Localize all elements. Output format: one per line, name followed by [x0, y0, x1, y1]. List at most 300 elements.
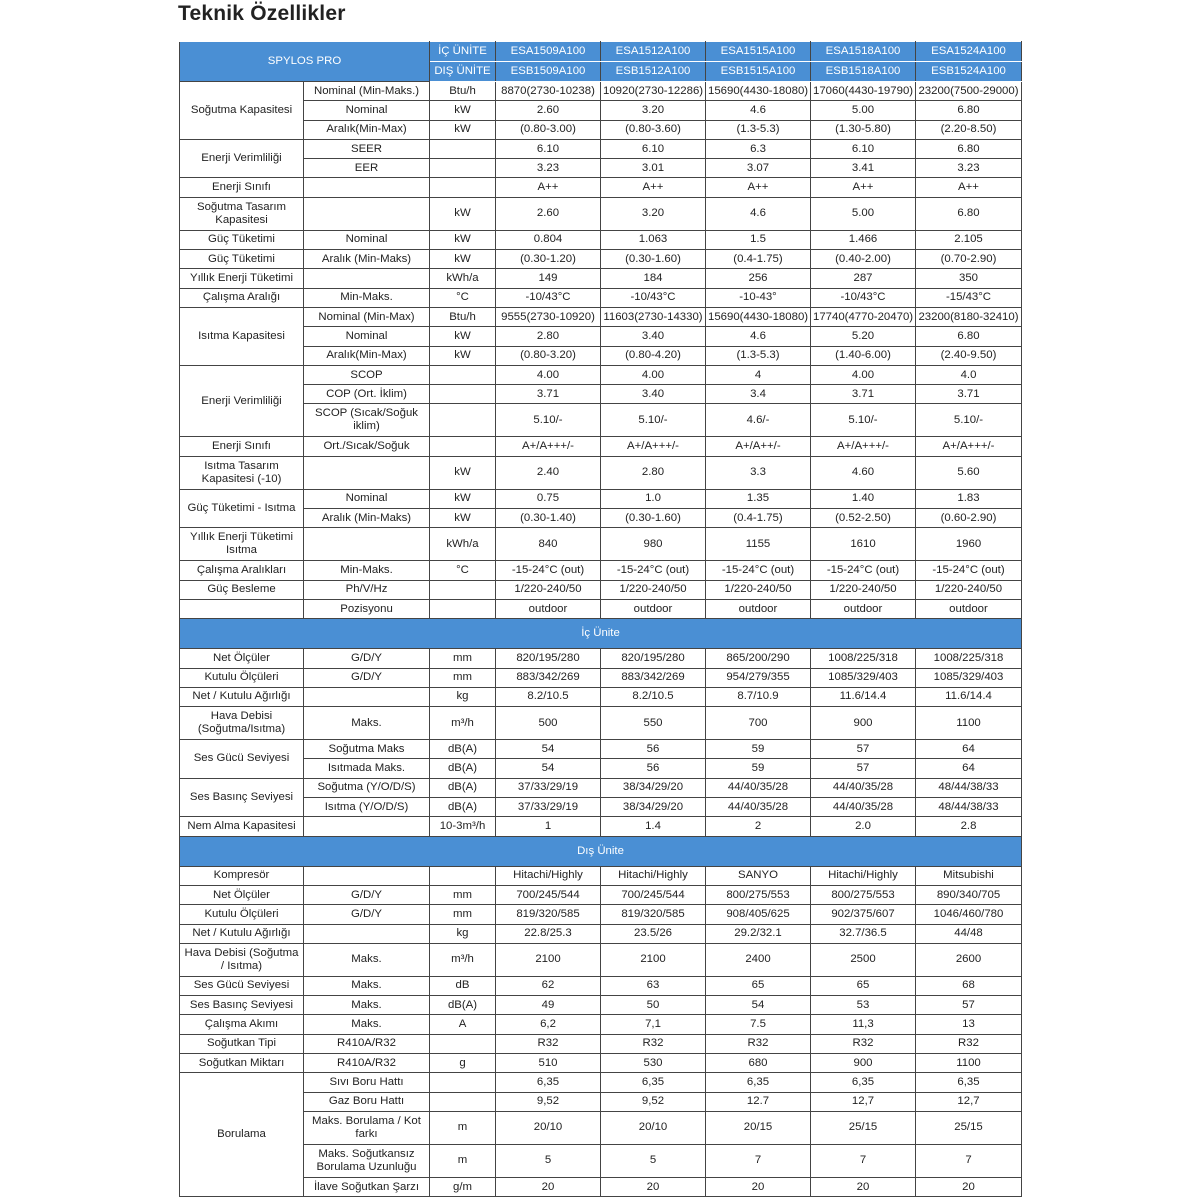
spec-row: [180, 178, 1022, 197]
spec-value: A+/A+++/-: [496, 437, 601, 456]
spec-value: 20: [916, 1177, 1022, 1196]
spec-value: 1008/225/318: [916, 649, 1022, 668]
spec-category: Güç Tüketimi - Isıtma: [180, 489, 304, 528]
spec-value: 5.10/-: [916, 404, 1022, 437]
spec-category: Net Ölçüler: [180, 885, 304, 904]
spec-value: 2100: [496, 943, 601, 976]
spec-value: 5.00: [811, 101, 916, 120]
spec-value: 3.23: [916, 159, 1022, 178]
header-row-indoor: [180, 42, 1022, 62]
spec-row: [180, 269, 1022, 288]
spec-value: 32.7/36.5: [811, 924, 916, 943]
spec-value: 954/279/355: [706, 668, 811, 687]
spec-row: [180, 101, 1022, 120]
spec-value: A++: [496, 178, 601, 197]
spec-value: 6.3: [706, 139, 811, 158]
spec-value: 149: [496, 269, 601, 288]
spec-subcategory: Aralık (Min-Maks): [304, 250, 430, 269]
spec-category: Nem Alma Kapasitesi: [180, 817, 304, 836]
spec-row: [180, 649, 1022, 668]
spec-unit: Btu/h: [430, 307, 496, 326]
spec-category: Enerji Sınıfı: [180, 178, 304, 197]
spec-value: A++: [601, 178, 706, 197]
spec-value: 59: [706, 759, 811, 778]
spec-value: outdoor: [601, 599, 706, 618]
spec-value: 20/10: [601, 1111, 706, 1144]
spec-value: 25/15: [916, 1111, 1022, 1144]
spec-unit: mm: [430, 885, 496, 904]
spec-value: 44/40/35/28: [811, 798, 916, 817]
spec-subcategory: Nominal: [304, 489, 430, 508]
spec-unit: 10-3m³/h: [430, 817, 496, 836]
spec-subcategory: G/D/Y: [304, 885, 430, 904]
spec-value: 62: [496, 976, 601, 995]
spec-value: 5: [601, 1144, 706, 1177]
spec-value: 2.80: [496, 327, 601, 346]
spec-value: 883/342/269: [601, 668, 706, 687]
spec-value: -15-24°C (out): [496, 561, 601, 580]
spec-value: 5.10/-: [811, 404, 916, 437]
spec-value: R32: [811, 1034, 916, 1053]
spec-unit: kWh/a: [430, 528, 496, 561]
spec-row: [180, 288, 1022, 307]
spec-value: 64: [916, 740, 1022, 759]
section-header-row: [180, 619, 1022, 649]
spec-value: 7: [916, 1144, 1022, 1177]
spec-value: 819/320/585: [601, 905, 706, 924]
spec-unit: kW: [430, 346, 496, 365]
spec-value: 15690(4430-18080): [706, 307, 811, 326]
spec-value: 900: [811, 707, 916, 740]
spec-row: [180, 599, 1022, 618]
spec-value: 510: [496, 1053, 601, 1072]
spec-subcategory: COP (Ort. İklim): [304, 385, 430, 404]
spec-category: Enerji Verimliliği: [180, 365, 304, 437]
spec-unit: m: [430, 1144, 496, 1177]
spec-value: 6,35: [916, 1073, 1022, 1092]
spec-row: [180, 740, 1022, 759]
spec-value: 44/40/35/28: [811, 778, 916, 797]
spec-value: 20: [706, 1177, 811, 1196]
spec-value: (0.52-2.50): [811, 509, 916, 528]
spec-value: outdoor: [706, 599, 811, 618]
spec-unit: m³/h: [430, 943, 496, 976]
spec-subcategory: Aralık(Min-Max): [304, 120, 430, 139]
spec-value: A+/A++/-: [706, 437, 811, 456]
spec-unit: dB: [430, 976, 496, 995]
spec-category: Yıllık Enerji Tüketimi: [180, 269, 304, 288]
spec-value: 8.2/10.5: [496, 687, 601, 706]
spec-value: 820/195/280: [496, 649, 601, 668]
spec-value: 44/40/35/28: [706, 798, 811, 817]
spec-category: Soğutma Tasarım Kapasitesi: [180, 197, 304, 230]
spec-unit: dB(A): [430, 798, 496, 817]
spec-subcategory: G/D/Y: [304, 905, 430, 924]
spec-value: 56: [601, 759, 706, 778]
spec-value: (0.80-3.00): [496, 120, 601, 139]
spec-value: 1/220-240/50: [601, 580, 706, 599]
spec-value: 5.60: [916, 456, 1022, 489]
spec-value: 20: [601, 1177, 706, 1196]
spec-value: 1/220-240/50: [916, 580, 1022, 599]
spec-value: R32: [601, 1034, 706, 1053]
spec-value: 6.80: [916, 197, 1022, 230]
spec-category: Enerji Verimliliği: [180, 139, 304, 178]
spec-value: 2.8: [916, 817, 1022, 836]
spec-value: 4.00: [601, 365, 706, 384]
spec-value: SANYO: [706, 866, 811, 885]
spec-subcategory: [304, 817, 430, 836]
spec-value: 9,52: [496, 1092, 601, 1111]
spec-value: 9,52: [601, 1092, 706, 1111]
spec-subcategory: Maks.: [304, 1015, 430, 1034]
spec-value: (0.30-1.60): [601, 250, 706, 269]
spec-subcategory: Pozisyonu: [304, 599, 430, 618]
spec-row: [180, 976, 1022, 995]
spec-row: [180, 1177, 1022, 1196]
spec-category: Soğutkan Tipi: [180, 1034, 304, 1053]
spec-value: 908/405/625: [706, 905, 811, 924]
spec-unit: [430, 159, 496, 178]
spec-value: 865/200/290: [706, 649, 811, 668]
spec-value: 1008/225/318: [811, 649, 916, 668]
spec-value: outdoor: [496, 599, 601, 618]
spec-value: R32: [496, 1034, 601, 1053]
spec-row: [180, 885, 1022, 904]
spec-value: 2500: [811, 943, 916, 976]
spec-value: 1/220-240/50: [811, 580, 916, 599]
spec-value: 20/15: [706, 1111, 811, 1144]
spec-value: 54: [496, 740, 601, 759]
spec-unit: kg: [430, 687, 496, 706]
spec-unit: [430, 437, 496, 456]
spec-value: 49: [496, 996, 601, 1015]
spec-row: [180, 561, 1022, 580]
spec-row: [180, 437, 1022, 456]
spec-subcategory: Maks.: [304, 943, 430, 976]
spec-subcategory: [304, 866, 430, 885]
spec-subcategory: Nominal: [304, 230, 430, 249]
spec-subcategory: Nominal (Min-Maks.): [304, 82, 430, 101]
spec-value: 8.2/10.5: [601, 687, 706, 706]
spec-value: 6.80: [916, 327, 1022, 346]
spec-subcategory: [304, 924, 430, 943]
spec-value: 5.20: [811, 327, 916, 346]
spec-row: [180, 798, 1022, 817]
spec-value: R32: [916, 1034, 1022, 1053]
spec-unit: [430, 178, 496, 197]
spec-category: Net / Kutulu Ağırlığı: [180, 687, 304, 706]
spec-value: 6.10: [811, 139, 916, 158]
spec-value: (1.3-5.3): [706, 346, 811, 365]
spec-value: 9555(2730-10920): [496, 307, 601, 326]
spec-value: 2: [706, 817, 811, 836]
spec-value: 5.00: [811, 197, 916, 230]
spec-value: 1.35: [706, 489, 811, 508]
spec-row: [180, 1111, 1022, 1144]
spec-row: [180, 1015, 1022, 1034]
spec-row: [180, 489, 1022, 508]
outdoor-model-2: ESB1512A100: [601, 62, 706, 82]
spec-unit: dB(A): [430, 740, 496, 759]
spec-value: -15-24°C (out): [811, 561, 916, 580]
spec-value: 1085/329/403: [916, 668, 1022, 687]
spec-subcategory: SCOP: [304, 365, 430, 384]
spec-subcategory: Min-Maks.: [304, 288, 430, 307]
spec-value: 6.10: [496, 139, 601, 158]
spec-value: 800/275/553: [811, 885, 916, 904]
spec-subcategory: Gaz Boru Hattı: [304, 1092, 430, 1111]
spec-category: Hava Debisi (Soğutma / Isıtma): [180, 943, 304, 976]
spec-unit: g: [430, 1053, 496, 1072]
spec-value: 0.804: [496, 230, 601, 249]
spec-category: Çalışma Aralıkları: [180, 561, 304, 580]
spec-value: 20: [811, 1177, 916, 1196]
spec-category: Net / Kutulu Ağırlığı: [180, 924, 304, 943]
spec-unit: [430, 580, 496, 599]
spec-row: [180, 924, 1022, 943]
spec-category: Kutulu Ölçüleri: [180, 905, 304, 924]
spec-value: 48/44/38/33: [916, 798, 1022, 817]
spec-unit: dB(A): [430, 759, 496, 778]
spec-value: 287: [811, 269, 916, 288]
spec-value: 1.063: [601, 230, 706, 249]
spec-value: 44/40/35/28: [706, 778, 811, 797]
spec-subcategory: Maks.: [304, 976, 430, 995]
spec-value: 11.6/14.4: [916, 687, 1022, 706]
spec-unit: g/m: [430, 1177, 496, 1196]
spec-unit: kW: [430, 230, 496, 249]
spec-value: 184: [601, 269, 706, 288]
spec-unit: m³/h: [430, 707, 496, 740]
spec-value: 1085/329/403: [811, 668, 916, 687]
spec-value: 4: [706, 365, 811, 384]
spec-category: Çalışma Akımı: [180, 1015, 304, 1034]
indoor-model-1: ESA1509A100: [496, 42, 601, 62]
spec-value: 54: [496, 759, 601, 778]
spec-value: 902/375/607: [811, 905, 916, 924]
spec-value: 3.01: [601, 159, 706, 178]
spec-row: [180, 120, 1022, 139]
spec-subcategory: Min-Maks.: [304, 561, 430, 580]
spec-unit: [430, 599, 496, 618]
spec-subcategory: Aralık (Min-Maks): [304, 509, 430, 528]
spec-value: 57: [811, 759, 916, 778]
spec-row: [180, 385, 1022, 404]
spec-subcategory: Maks. Borulama / Kot farkı: [304, 1111, 430, 1144]
spec-row: [180, 668, 1022, 687]
section-title: İç Ünite: [180, 619, 1022, 649]
spec-subcategory: [304, 456, 430, 489]
spec-category: Yıllık Enerji Tüketimi Isıtma: [180, 528, 304, 561]
spec-value: A+/A+++/-: [811, 437, 916, 456]
spec-value: 256: [706, 269, 811, 288]
spec-value: 819/320/585: [496, 905, 601, 924]
spec-category: Ses Basınç Seviyesi: [180, 996, 304, 1015]
spec-row: [180, 307, 1022, 326]
spec-category: Isıtma Kapasitesi: [180, 307, 304, 365]
spec-value: 7.5: [706, 1015, 811, 1034]
spec-value: 11.6/14.4: [811, 687, 916, 706]
spec-value: 1.466: [811, 230, 916, 249]
spec-value: (0.30-1.40): [496, 509, 601, 528]
spec-unit: [430, 404, 496, 437]
spec-value: 3.71: [916, 385, 1022, 404]
outdoor-model-3: ESB1515A100: [706, 62, 811, 82]
spec-value: 6.80: [916, 139, 1022, 158]
spec-subcategory: R410A/R32: [304, 1034, 430, 1053]
spec-row: [180, 139, 1022, 158]
spec-value: (0.80-3.20): [496, 346, 601, 365]
spec-row: [180, 1073, 1022, 1092]
spec-subcategory: [304, 528, 430, 561]
spec-value: 65: [811, 976, 916, 995]
spec-value: 22.8/25.3: [496, 924, 601, 943]
outdoor-unit-label: DIŞ ÜNİTE: [430, 62, 496, 82]
spec-value: 1.40: [811, 489, 916, 508]
spec-value: 3.41: [811, 159, 916, 178]
spec-value: 0.75: [496, 489, 601, 508]
spec-value: (0.30-1.20): [496, 250, 601, 269]
spec-value: 65: [706, 976, 811, 995]
spec-value: 53: [811, 996, 916, 1015]
spec-value: 1.83: [916, 489, 1022, 508]
spec-value: A+/A+++/-: [601, 437, 706, 456]
spec-unit: °C: [430, 288, 496, 307]
spec-category: Soğutkan Miktarı: [180, 1053, 304, 1072]
spec-value: 890/340/705: [916, 885, 1022, 904]
spec-subcategory: G/D/Y: [304, 649, 430, 668]
spec-value: 500: [496, 707, 601, 740]
spec-row: [180, 456, 1022, 489]
spec-value: -15/43°C: [916, 288, 1022, 307]
spec-category: Isıtma Tasarım Kapasitesi (-10): [180, 456, 304, 489]
spec-subcategory: [304, 269, 430, 288]
spec-value: 1: [496, 817, 601, 836]
spec-value: 2.60: [496, 197, 601, 230]
indoor-unit-label: İÇ ÜNİTE: [430, 42, 496, 62]
indoor-model-4: ESA1518A100: [811, 42, 916, 62]
spec-category: Ses Gücü Seviyesi: [180, 740, 304, 779]
spec-value: 3.23: [496, 159, 601, 178]
spec-value: 37/33/29/19: [496, 778, 601, 797]
spec-subcategory: Ort./Sıcak/Soğuk: [304, 437, 430, 456]
spec-value: 700/245/544: [496, 885, 601, 904]
outdoor-model-4: ESB1518A100: [811, 62, 916, 82]
spec-subcategory: Nominal: [304, 327, 430, 346]
spec-value: 12,7: [916, 1092, 1022, 1111]
spec-unit: dB(A): [430, 996, 496, 1015]
spec-row: [180, 327, 1022, 346]
spec-value: 68: [916, 976, 1022, 995]
spec-value: (0.60-2.90): [916, 509, 1022, 528]
spec-row: [180, 759, 1022, 778]
spec-value: 23.5/26: [601, 924, 706, 943]
spec-value: (0.80-4.20): [601, 346, 706, 365]
spec-row: [180, 346, 1022, 365]
spec-value: 3.71: [811, 385, 916, 404]
spec-value: (2.40-9.50): [916, 346, 1022, 365]
spec-row: [180, 509, 1022, 528]
spec-value: (2.20-8.50): [916, 120, 1022, 139]
spec-subcategory: Maks.: [304, 707, 430, 740]
spec-row: [180, 996, 1022, 1015]
spec-value: 4.6: [706, 101, 811, 120]
spec-row: [180, 866, 1022, 885]
spec-value: 20/10: [496, 1111, 601, 1144]
spec-unit: [430, 365, 496, 384]
spec-subcategory: SCOP (Sıcak/Soğuk iklim): [304, 404, 430, 437]
spec-row: [180, 707, 1022, 740]
spec-unit: mm: [430, 649, 496, 668]
spec-subcategory: Isıtma (Y/O/D/S): [304, 798, 430, 817]
spec-subcategory: [304, 687, 430, 706]
spec-value: 5.10/-: [496, 404, 601, 437]
spec-row: [180, 778, 1022, 797]
spec-category: Güç Besleme: [180, 580, 304, 599]
spec-value: 3.4: [706, 385, 811, 404]
spec-value: 800/275/553: [706, 885, 811, 904]
spec-value: 8870(2730-10238): [496, 82, 601, 101]
spec-row: [180, 1144, 1022, 1177]
spec-value: -10-43°: [706, 288, 811, 307]
spec-unit: kW: [430, 509, 496, 528]
spec-row: [180, 580, 1022, 599]
spec-row: [180, 905, 1022, 924]
spec-value: 11,3: [811, 1015, 916, 1034]
spec-subcategory: İlave Soğutkan Şarzı: [304, 1177, 430, 1196]
spec-value: 4.00: [811, 365, 916, 384]
spec-value: 1155: [706, 528, 811, 561]
spec-value: 883/342/269: [496, 668, 601, 687]
spec-row: [180, 1092, 1022, 1111]
spec-value: 550: [601, 707, 706, 740]
spec-value: 11603(2730-14330): [601, 307, 706, 326]
spec-value: 38/34/29/20: [601, 778, 706, 797]
spec-subcategory: Maks. Soğutkansız Borulama Uzunluğu: [304, 1144, 430, 1177]
spec-value: 1610: [811, 528, 916, 561]
spec-unit: [430, 1073, 496, 1092]
spec-value: 56: [601, 740, 706, 759]
spec-unit: [430, 139, 496, 158]
spec-value: 820/195/280: [601, 649, 706, 668]
spec-value: 2.40: [496, 456, 601, 489]
spec-subcategory: Sıvı Boru Hattı: [304, 1073, 430, 1092]
spec-category: Güç Tüketimi: [180, 250, 304, 269]
spec-unit: dB(A): [430, 778, 496, 797]
spec-value: 4.6/-: [706, 404, 811, 437]
spec-value: 13: [916, 1015, 1022, 1034]
spec-unit: [430, 866, 496, 885]
spec-value: 37/33/29/19: [496, 798, 601, 817]
spec-value: 5.10/-: [601, 404, 706, 437]
spec-value: (0.40-2.00): [811, 250, 916, 269]
spec-value: 63: [601, 976, 706, 995]
spec-category: Kutulu Ölçüleri: [180, 668, 304, 687]
spec-value: 57: [811, 740, 916, 759]
spec-row: [180, 197, 1022, 230]
spec-row: [180, 687, 1022, 706]
spec-value: 17060(4430-19790): [811, 82, 916, 101]
spec-value: 44/48: [916, 924, 1022, 943]
spec-subcategory: Ph/V/Hz: [304, 580, 430, 599]
spec-value: 6.80: [916, 101, 1022, 120]
spec-unit: °C: [430, 561, 496, 580]
spec-category: Net Ölçüler: [180, 649, 304, 668]
spec-value: 59: [706, 740, 811, 759]
spec-value: 4.0: [916, 365, 1022, 384]
spec-unit: m: [430, 1111, 496, 1144]
